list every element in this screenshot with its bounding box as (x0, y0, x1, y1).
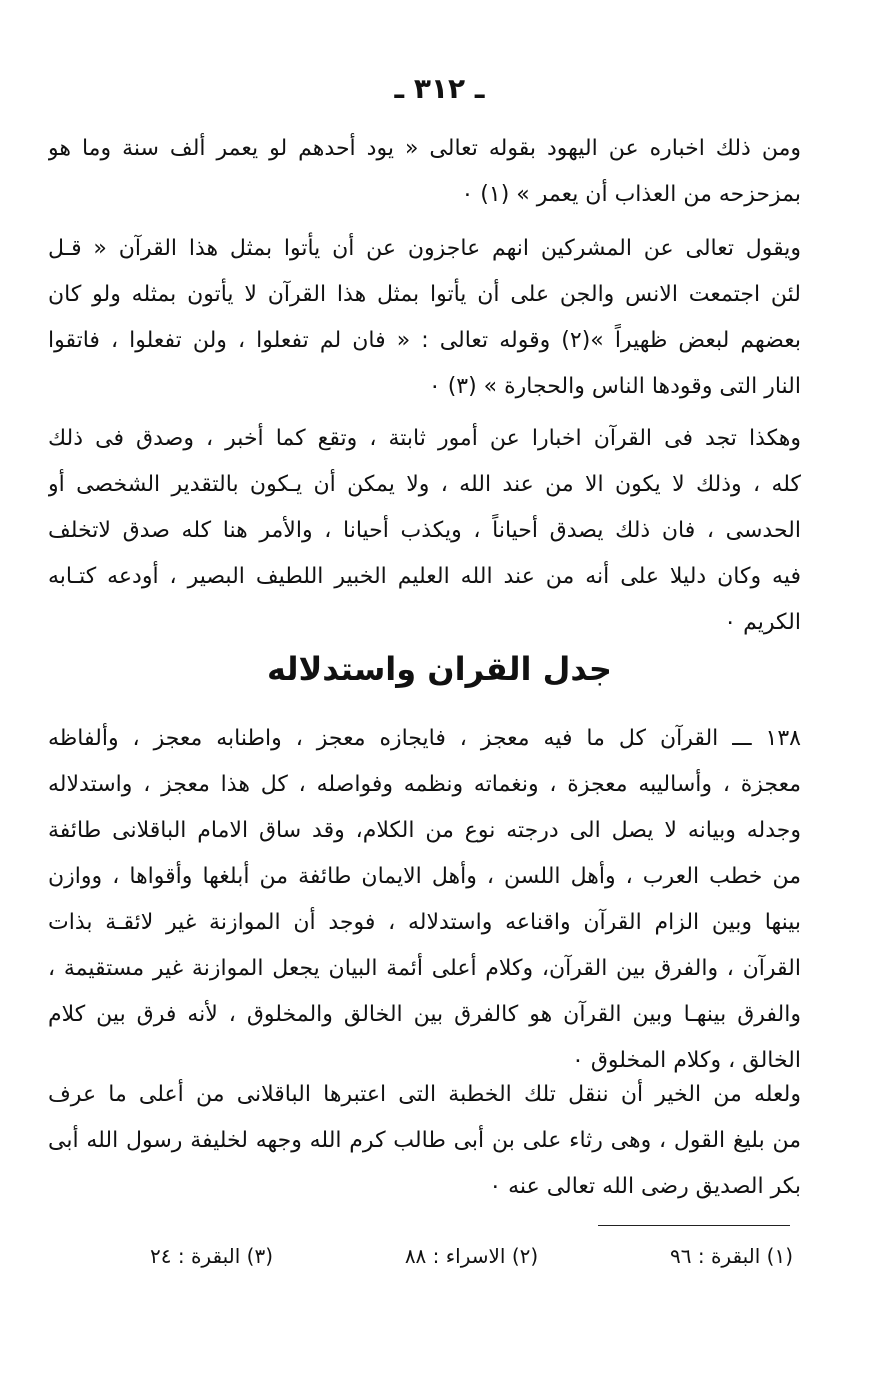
page-number: ـ ٣١٢ ـ (394, 72, 485, 105)
footnotes (150, 1236, 793, 1276)
text-line: بكر الصديق رضى الله تعالى عنه ٠ (489, 1174, 801, 1199)
footnote-2: (٢) الاسراء : ٨٨ (404, 1244, 539, 1268)
paragraph-1 (48, 126, 801, 218)
text-line: ويقول تعالى عن المشركين انهم عاجزون عن أن يأتوا بمثل هذا القرآن « قـل (48, 236, 801, 261)
text-line: ولعله من الخير أن ننقل تلك الخطبة التى اعتبرها الباقلانى من أعلى ما عرف (48, 1082, 801, 1107)
text-line: لئن اجتمعت الانس والجن على أن يأتوا بمثل هذا القرآن لا يأتون بمثله ولو كان (48, 282, 801, 307)
text-line: كله ، وذلك لا يكون الا من عند الله ، ولا يمكن أن يـكون بالتقدير الشخصى أو (48, 472, 801, 497)
text-line: النار التى وقودها الناس والحجارة » (٣) ٠ (428, 374, 801, 399)
text-line: وهكذا تجد فى القرآن اخبارا عن أمور ثابتة ، وتقع كما أخبر ، وصدق فى ذلك (48, 426, 801, 451)
text-line: الخالق ، وكلام المخلوق ٠ (572, 1048, 801, 1073)
text-line: بمزحزحه من العذاب أن يعمر » (١) ٠ (461, 182, 801, 207)
text-line: الكريم ٠ (724, 610, 801, 635)
text-line: الحدسى ، فان ذلك يصدق أحياناً ، ويكذب أحيانا ، والأمر هنا كله صدق لاتخلف (48, 518, 801, 543)
text-line: من خطب العرب ، وأهل اللسن ، وأهل الايمان طائفة من أبلغها وأقواها ، ووازن (48, 864, 801, 889)
footnote-1: (١) البقرة : ٩٦ (670, 1244, 793, 1268)
text-line: معجزة ، وأساليبه معجزة ، ونغماته ونظمه وفواصله ، كل هذا معجز ، واستدلاله (48, 772, 801, 797)
paragraph-2 (48, 226, 801, 410)
text-line: بينها وبين الزام القرآن واقناعه واستدلاله ، فوجد أن الموازنة غير لائقـة بذات (48, 910, 801, 935)
text-line: فيه وكان دليلا على أنه من عند الله العليم الخبير اللطيف البصير ، أودعه كتـابه (48, 564, 801, 589)
section-heading: جدل القران واستدلاله (267, 650, 612, 688)
paragraph-3 (48, 416, 801, 646)
paragraph-4 (48, 716, 801, 1084)
text-line: من بليغ القول ، وهى رثاء على بن أبى طالب كرم الله وجهه لخليفة رسول الله أبى (48, 1128, 801, 1153)
text-line: القرآن ، والفرق بين القرآن، وكلام أعلى أئمة البيان يجعل الموازنة غير مستقيمة ، (48, 956, 801, 981)
text-line: ١٣٨ ـــ القرآن كل ما فيه معجز ، فايجازه معجز ، واطنابه معجز ، وألفاظه (48, 726, 801, 751)
text-line: والفرق بينهـا وبين القرآن هو كالفرق بين الخالق والمخلوق ، لأنه فرق بين كلام (48, 1002, 801, 1027)
footnote-separator (598, 1225, 790, 1226)
paragraph-5 (48, 1072, 801, 1210)
text-line: ومن ذلك اخباره عن اليهود بقوله تعالى « يود أحدهم لو يعمر ألف سنة وما هو (48, 136, 801, 161)
text-line: بعضهم لبعض ظهيراً »(٢) وقوله تعالى : « فان لم تفعلوا ، ولن تفعلوا ، فاتقوا (48, 328, 801, 353)
text-line: وجدله وبيانه لا يصل الى درجته نوع من الكلام، وقد ساق الامام الباقلانى طائفة (48, 818, 801, 843)
footnote-3: (٣) البقرة : ٢٤ (150, 1244, 273, 1268)
